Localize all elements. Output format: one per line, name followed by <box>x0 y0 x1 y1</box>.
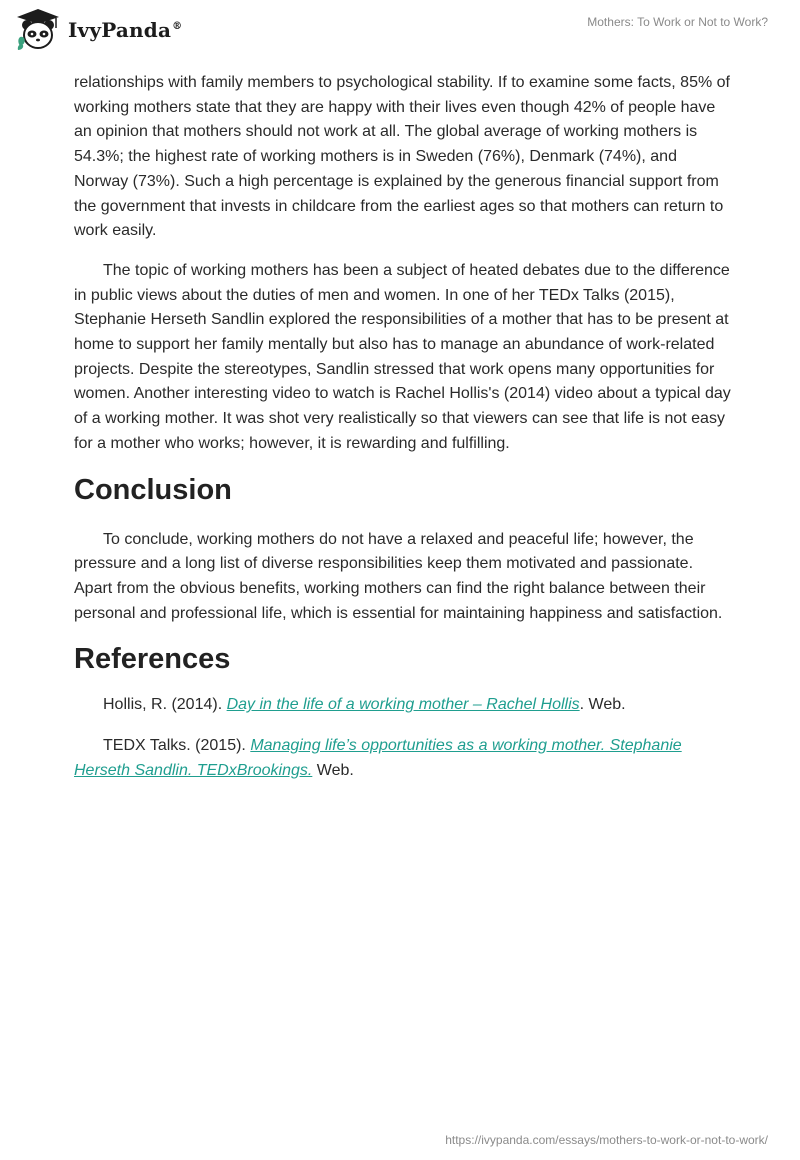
reference-item <box>74 734 734 783</box>
registered-mark: ® <box>172 21 183 33</box>
references-heading: References <box>74 643 231 676</box>
document-title: Mothers: To Work or Not to Work? <box>587 15 768 29</box>
conclusion-paragraph: To conclude, working mothers do not have a relaxed and peaceful life; however, the pressure and a long list of diverse responsibilities keep them motivated and passionate. Apart from the obvious benefits, working mothers can find the right balance between their personal and professional life, which is essential for maintaining happiness and satisfaction. <box>74 530 723 622</box>
logo-wordmark: IvyPanda <box>68 18 172 42</box>
footer-url[interactable]: https://ivypanda.com/essays/mothers-to-work-or-not-to-work/ <box>445 1133 768 1147</box>
ivypanda-logo[interactable] <box>14 8 182 52</box>
reference-link[interactable]: Managing life’s opportunities as a working mother. Stephanie Herseth Sandlin. TEDxBrookings. <box>74 737 682 779</box>
reference-prefix: Hollis, R. (2014). <box>103 696 227 714</box>
reference-suffix: . Web. <box>579 696 626 714</box>
panda-graduate-icon <box>14 8 62 52</box>
logo-text <box>68 18 182 42</box>
body-paragraph-2: The topic of working mothers has been a subject of heated debates due to the difference in public views about the duties of men and women. In one of her TEDx Talks (2015), Stephanie Herseth Sandlin explored the responsibilities of a mother that has to be present at home to support her family mentally but also has to manage an abundance of work-related projects. Despite the stereotypes, Sandlin stressed that work opens many opportunities for women. Another interesting video to watch is Rachel Hollis's (2014) video about a typical day of a working mother. It was shot very realistically so that viewers can see that life is not easy for a mother who works; however, it is rewarding and fulfilling. <box>74 261 731 452</box>
reference-link[interactable]: Day in the life of a working mother – Rachel Hollis <box>226 696 580 714</box>
conclusion-heading: Conclusion <box>74 473 232 506</box>
reference-item <box>74 693 734 718</box>
reference-prefix: TEDX Talks. (2015). <box>103 737 251 755</box>
essay-content <box>74 71 734 799</box>
page-header <box>0 0 800 70</box>
body-paragraph-1: relationships with family members to psychological stability. If to examine some facts, 85% of working mothers state that they are happy with their lives even though 42% of people have an opinion that mothers should not work at all. The global average of working mothers is 54.3%; the highest rate of working mothers is in Sweden (76%), Denmark (74%), and Norway (73%). Such a high percentage is explained by the generous financial support from the government that invests in childcare from the earliest ages so that mothers can return to work easily. <box>74 74 730 240</box>
reference-suffix: Web. <box>312 761 354 779</box>
